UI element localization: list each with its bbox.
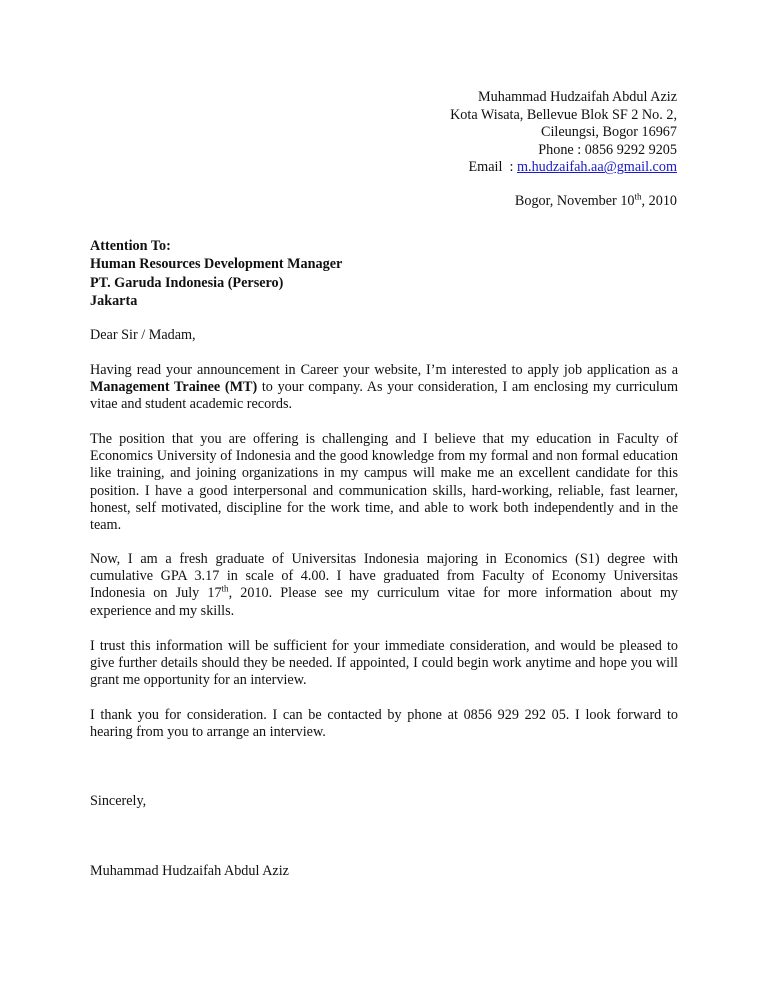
sender-address-line2: Cileungsi, Bogor 16967 bbox=[541, 124, 677, 141]
sender-address-line1: Kota Wisata, Bellevue Blok SF 2 No. 2, bbox=[450, 106, 677, 123]
paragraph3-sup: th bbox=[221, 583, 229, 594]
paragraph-contact: I thank you for consideration. I can be contacted by phone at 0856 929 292 05. I look forward to hearing from you to arrange an interview. bbox=[90, 707, 678, 741]
sender-phone: Phone : 0856 9292 9205 bbox=[538, 141, 677, 158]
paragraph-availability: I trust this information will be sufficient for your immediate consideration, and would be pleased to give further details should they be needed. If appointed, I could begin work anytime and hope you will grant me opportunity for an interview. bbox=[90, 638, 678, 689]
recipient-position: Human Resources Development Manager bbox=[90, 256, 343, 272]
letter-date bbox=[515, 193, 677, 210]
date-prefix: Bogor, November 10 bbox=[514, 193, 635, 209]
sender-block bbox=[450, 89, 677, 177]
recipient-company: PT. Garuda Indonesia (Persero) bbox=[90, 275, 284, 291]
email-label: Email : bbox=[468, 159, 517, 176]
paragraph1-position: Management Trainee (MT) bbox=[90, 379, 258, 396]
recipient-city: Jakarta bbox=[90, 293, 138, 309]
email-link[interactable]: m.hudzaifah.aa@gmail.com bbox=[516, 159, 677, 176]
attention-label: Attention To: bbox=[90, 238, 171, 254]
salutation: Dear Sir / Madam, bbox=[90, 327, 196, 343]
closing: Sincerely, bbox=[90, 793, 147, 809]
date-year: , 2010 bbox=[641, 193, 677, 209]
sender-name: Muhammad Hudzaifah Abdul Aziz bbox=[478, 89, 677, 105]
paragraph1-after: to your company. As your consideration, I am enclosing my curriculum vitae and student academic records. bbox=[90, 379, 678, 413]
sender-email-line bbox=[450, 159, 677, 177]
paragraph-qualifications: The position that you are offering is challenging and I believe that my education in Faculty of Economics University of Indonesia and the good knowledge from my formal and non formal education like training, and joining organizations in my campus will make me an excellent candidate for this position. I have a good interpersonal and communication skills, hard-working, reliable, fast learner, honest, self motivated, discipline for the work time, and able to work both independently and in the team. bbox=[90, 431, 678, 534]
paragraph-education bbox=[90, 551, 678, 620]
signature-name: Muhammad Hudzaifah Abdul Aziz bbox=[90, 863, 289, 879]
paragraph3-before: Now, I am a fresh graduate of Universitas Indonesia majoring in Economics (S1) degree with cumulative GPA 3.17 in scale of 4.00. I have graduated from Faculty of Economy Universitas Indonesia on July 17 bbox=[90, 551, 678, 602]
date-suffix: th bbox=[634, 191, 642, 202]
paragraph1-before: Having read your announcement in Career your website, I’m interested to apply job application as a bbox=[90, 362, 678, 378]
paragraph-application bbox=[90, 362, 678, 414]
paragraph3-after: , 2010. Please see my curriculum vitae for more information about my experience and my skills. bbox=[90, 585, 678, 619]
recipient-block bbox=[90, 237, 342, 310]
